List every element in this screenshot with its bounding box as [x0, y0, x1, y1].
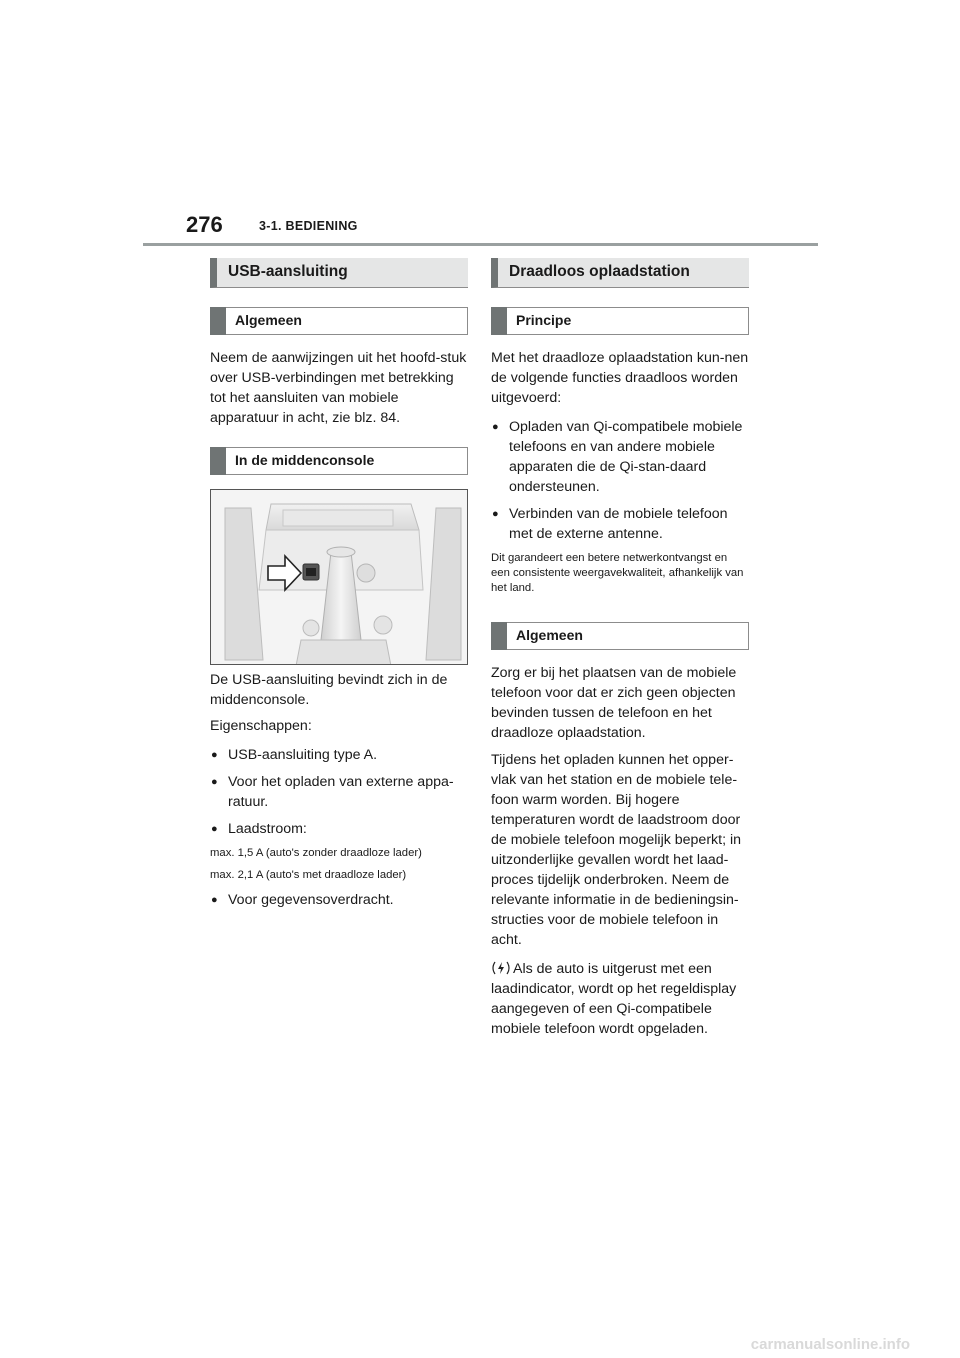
bullet-data-transfer: ● Voor gegevensoverdracht. [210, 890, 468, 910]
indicator-paragraph [491, 959, 749, 1039]
bullet-antenna: ● Verbinden van de mobiele telefoon met de externe antenne. [491, 504, 749, 544]
section-heading-wireless: Draadloos oplaadstation [491, 258, 749, 288]
header-divider [143, 243, 818, 246]
page-number: 276 [186, 212, 223, 237]
console-drawing [211, 490, 468, 665]
wireless-charging-icon [491, 961, 511, 975]
usb-port-illustration [210, 489, 468, 665]
usb-intro-paragraph: Neem de aanwijzingen uit het hoofd-stuk over USB-verbindingen met betrekking tot het aansluiten van mobiele apparatuur in acht, zie blz. 84. [210, 350, 467, 426]
heat-paragraph: Tijdens het opladen kunnen het opper-vlak van het station en de mobiele tele-foon warm worden. Bij hogere temperaturen wordt de laadstroom door de mobiele telefoon mogelijk beperkt; in uitzonderlijke gevallen wordt het laad-proces tijdelijk onderbroken. Neem de relevante informatie in de bedieningsin-structies voor de mobiele telefoon in acht. [491, 752, 742, 948]
subheading-algemeen-wireless: Algemeen [491, 622, 749, 650]
wireless-intro-paragraph: Met het draadloze oplaadstation kun-nen de volgende functies draadloos worden uitgevoerd: [491, 350, 749, 406]
note-max-current-1: max. 1,5 A (auto's zonder draadloze lader) [210, 847, 422, 859]
usb-location-caption: De USB-aansluiting bevindt zich in de middenconsole. [210, 672, 448, 708]
bullet-usb-type: ● USB-aansluiting type A. [210, 745, 468, 765]
chapter-title: 3-1. BEDIENING [259, 219, 358, 233]
subheading-middenconsole: In de middenconsole [210, 447, 468, 475]
subheading-principe: Principe [491, 307, 749, 335]
note-max-current-2: max. 2,1 A (auto's met draadloze lader) [210, 869, 407, 881]
bullet-qi-charging: ● Opladen van Qi-compatibele mobiele telefoons en van andere mobiele apparaten die de Qi-stan-daard ondersteunen. [491, 417, 749, 497]
bullet-charge-current: ● Laadstroom: [210, 819, 468, 839]
placement-paragraph: Zorg er bij het plaatsen van de mobiele telefoon voor dat er zich geen objecten bevinden tussen de telefoon en het draadloze oplaadstation. [491, 665, 737, 741]
bullet-charging: ● Voor het opladen van externe appa-ratuur. [210, 772, 468, 812]
subheading-algemeen: Algemeen [210, 307, 468, 335]
watermark: carmanualsonline.info [750, 1336, 910, 1353]
properties-label: Eigenschappen: [210, 718, 312, 734]
right-column [491, 258, 749, 1045]
indicator-text: Als de auto is uitgerust met een laadindicator, wordt op het regeldisplay aangegeven of een Qi-compatibele mobiele telefoon wordt opgeladen. [491, 961, 737, 1037]
section-heading-usb: USB-aansluiting [210, 258, 468, 288]
antenna-note: Dit garandeert een betere netwerkontvangst en een consistente weergavekwaliteit, afhankelijk van het land. [491, 552, 744, 594]
left-column [210, 258, 468, 917]
